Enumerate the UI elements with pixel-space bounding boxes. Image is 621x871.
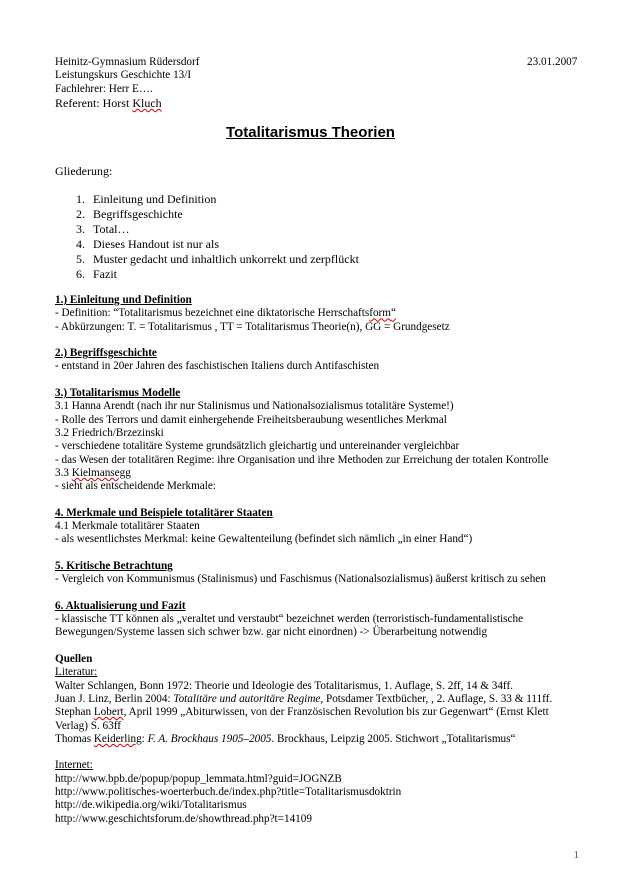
web-link-2: http://www.politisches-woerterbuch.de/index.php?title=Totalitarismusdoktrin: [55, 785, 402, 798]
internet-label: Internet:: [55, 759, 93, 772]
course-name: Leistungskurs Geschichte 13/I: [55, 69, 192, 82]
s3-line-6: 3.3 Kielmansegg: [55, 466, 131, 479]
section-heading-2: 2.) Begriffsgeschichte: [55, 347, 157, 360]
outline-item-text: Total…: [93, 222, 130, 236]
outline-label: Gliederung:: [55, 164, 113, 178]
teacher-name: Fachlehrer: Herr E….: [55, 82, 153, 95]
document-title: Totalitarismus Theorien: [226, 124, 395, 141]
outline-item-text: Muster gedacht und inhaltlich unkorrekt und zerpflückt: [93, 252, 359, 266]
sources-heading: Quellen: [55, 653, 93, 666]
outline-item: [55, 267, 595, 282]
page-number: 1: [573, 849, 579, 861]
lit-entry-3-cont: Verlag) S. 63ff: [55, 719, 121, 732]
document-date: 23.01.2007: [527, 56, 578, 68]
s6-line-2: Bewegungen/Systeme lassen sich schwer bzw. gar nicht einordnen) -> Überarbeitung notwendig: [55, 626, 488, 639]
outline-item-text: Einleitung und Definition: [93, 192, 217, 206]
abbreviations-line: - Abkürzungen: T. = Totalitarismus , TT = Totalitarismus Theorie(n), GG = Grundgesetz: [55, 320, 450, 333]
outline-item-number: 4.: [76, 237, 85, 251]
lit-entry-4: Thomas Keiderling: F. A. Brockhaus 1905–2005. Brockhaus, Leipzig 2005. Stichwort „Totalitarismus“: [55, 732, 516, 745]
s2-line-1: - entstand in 20er Jahren des faschistischen Italiens durch Antifaschisten: [55, 360, 380, 373]
section-heading-3: 3.) Totalitarismus Modelle: [55, 387, 181, 400]
outline-section: [55, 164, 595, 282]
referent-line: [55, 96, 595, 110]
s6-line-1: - klassische TT können als „veraltet und verstaubt“ bezeichnet werden (terroristisch-fundamentalistische: [55, 613, 524, 626]
s5-line-1: - Vergleich von Kommunismus (Stalinismus) und Faschismus (Nationalsozialismus) äußerst kritisch zu sehen: [55, 573, 546, 586]
outline-item-number: 6.: [76, 267, 85, 281]
s4-line-2: - als wesentlichstes Merkmal: keine Gewaltenteilung (befindet sich nämlich „in einer Hand“): [55, 533, 473, 546]
s3-line-3: 3.2 Friedrich/Brzezinski: [55, 426, 164, 439]
outline-item-number: 1.: [76, 192, 85, 206]
web-link-1: http://www.bpb.de/popup/popup_lemmata.html?guid=JOGNZB: [55, 772, 342, 785]
document-header: [55, 56, 595, 110]
outline-list: [55, 192, 595, 282]
s3-line-2: - Rolle des Terrors und damit einhergehende Freiheitsberaubung wesentliches Merkmal: [55, 413, 447, 426]
outline-item: [55, 222, 595, 237]
outline-item: [55, 207, 595, 222]
section-heading-4: 4. Merkmale und Beispiele totalitärer Staaten: [55, 506, 273, 519]
s3-line-5: - das Wesen der totalitären Regime: ihre Organisation und ihre Methoden zur Erreichung der totalen Kontrolle: [55, 453, 549, 466]
section-heading-1: 1.) Einleitung und Definition: [55, 294, 192, 306]
referent-surname: Kluch: [132, 95, 162, 110]
s4-line-1: 4.1 Merkmale totalitärer Staaten: [55, 520, 200, 533]
outline-item-text: Dieses Handout ist nur als: [93, 237, 219, 251]
lit-entry-1: Walter Schlangen, Bonn 1972: Theorie und Ideologie des Totalitarismus, 1. Auflage, S. 2ff, 14 & 34ff.: [55, 679, 513, 692]
outline-item-number: 5.: [76, 252, 85, 266]
outline-item: [55, 237, 595, 252]
outline-item-number: 2.: [76, 207, 85, 221]
lit-entry-3: Stephan Lobert, April 1999 „Abiturwissen, von der Französischen Revolution bis zur Gegenwart“ (Ernst Klett: [55, 706, 549, 719]
outline-item: [55, 192, 595, 207]
s3-line-1: 3.1 Hanna Arendt (nach ihr nur Stalinismus und Nationalsozialismus totalitäre Systeme!): [55, 400, 454, 413]
referent-label: Referent: Horst: [55, 95, 133, 110]
web-link-3: http://de.wikipedia.org/wiki/Totalitarismus: [55, 799, 247, 812]
outline-item-text: Begriffsgeschichte: [93, 207, 183, 221]
web-link-4: http://www.geschichtsforum.de/showthread.php?t=14109: [55, 812, 312, 825]
section-heading-6: 6. Aktualisierung und Fazit: [55, 599, 186, 612]
outline-item-text: Fazit: [93, 267, 117, 281]
section-heading-5: 5. Kritische Betrachtung: [55, 559, 173, 572]
literature-label: Literatur:: [55, 666, 98, 679]
outline-item-number: 3.: [76, 222, 85, 236]
school-name: Heinitz-Gymnasium Rüdersdorf: [55, 56, 200, 68]
s3-line-4: - verschiedene totalitäre Systeme grundsätzlich gleichartig und untereinander vergleichbar: [55, 440, 460, 453]
outline-item: [55, 252, 595, 267]
definition-line: - Definition: “Totalitarismus bezeichnet eine diktatorische Herrschaftsform“: [55, 307, 396, 320]
s3-line-7: - sieht als entscheidende Merkmale:: [55, 480, 216, 493]
content-body: [55, 294, 595, 826]
lit-entry-2: Juan J. Linz, Berlin 2004: Totalitäre und autoritäre Regime, Potsdamer Textbücher, , 2. Auflage, S. 33 & 111ff.: [55, 692, 553, 705]
